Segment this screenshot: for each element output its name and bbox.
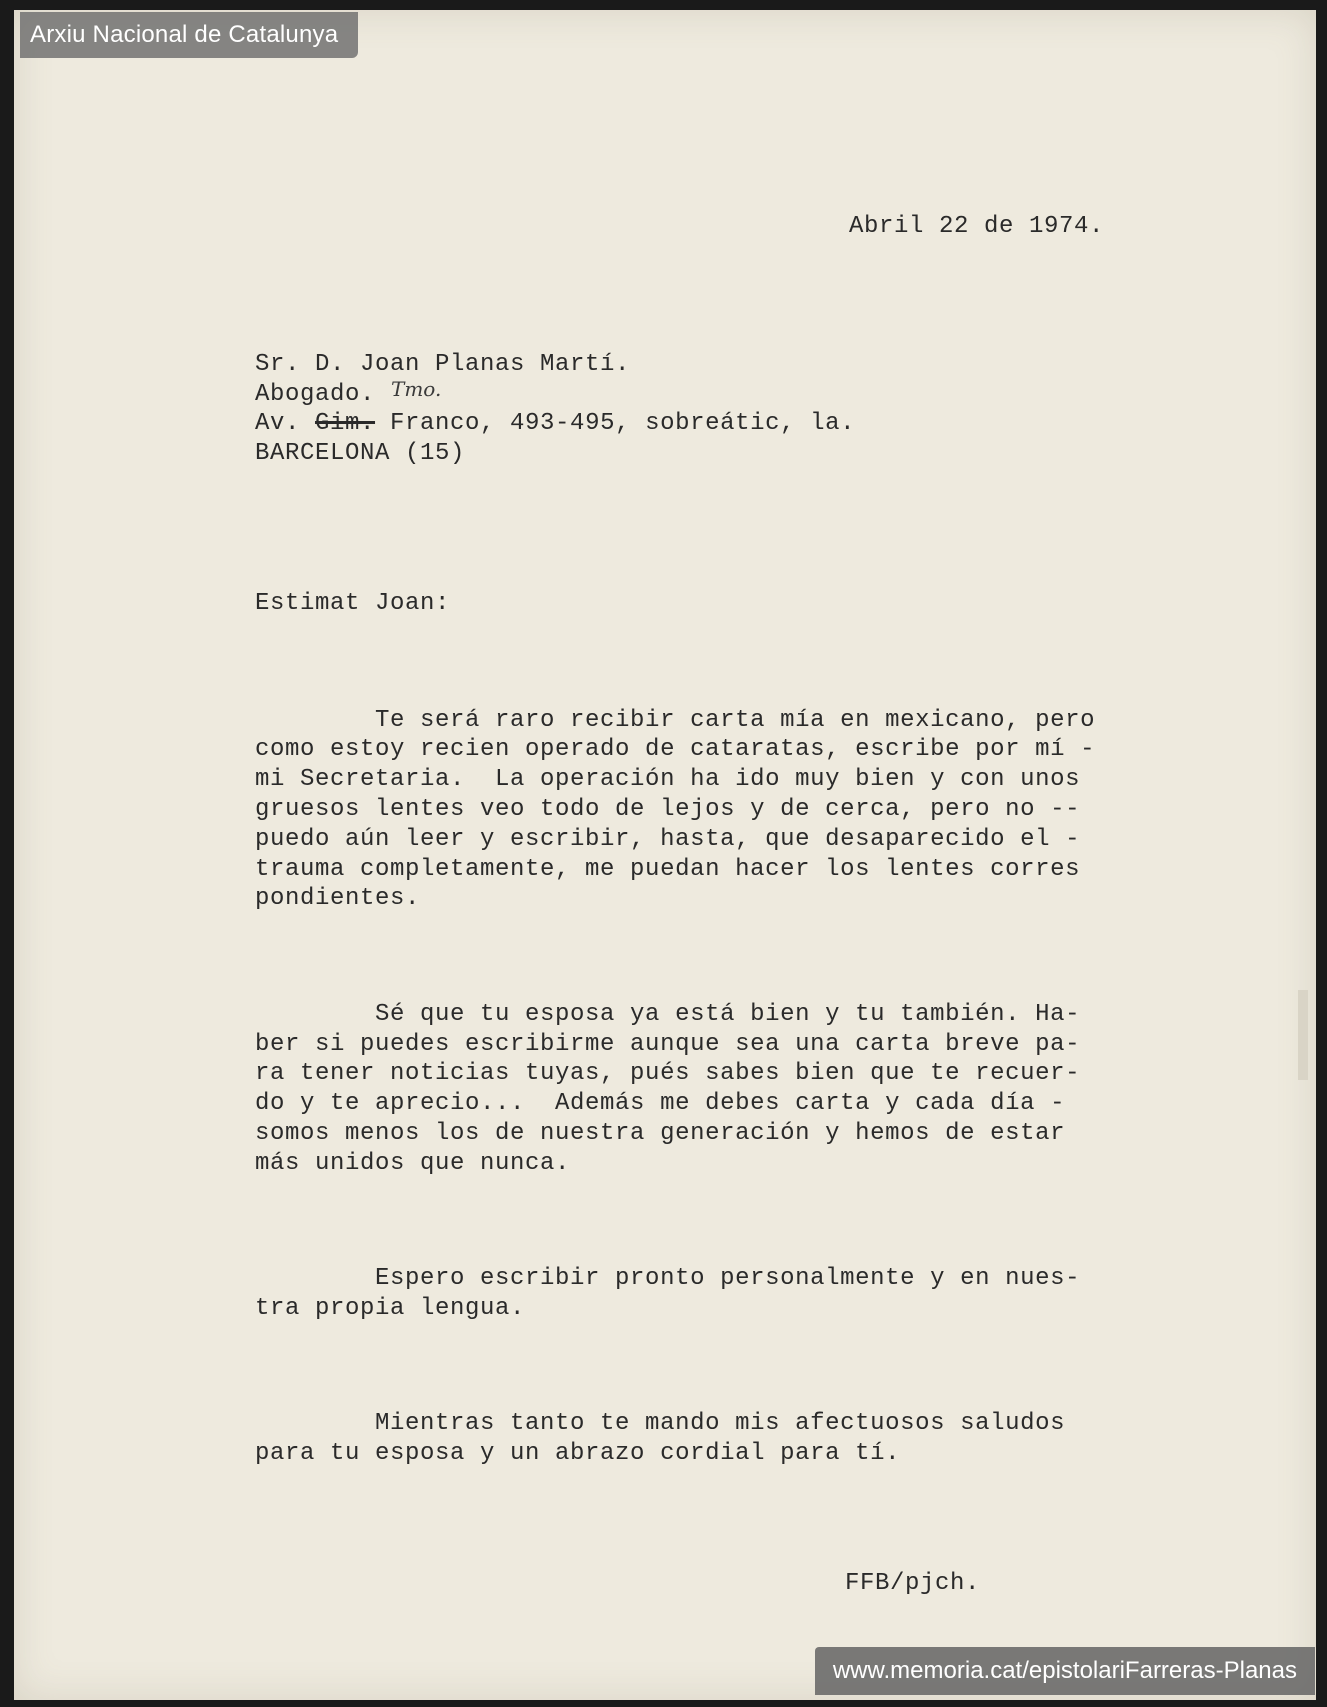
letter-body bbox=[255, 646, 1095, 1555]
salutation: Estimat Joan: bbox=[255, 590, 451, 617]
body-paragraph: Espero escribir pronto personalmente y en nues- tra propia lengua. bbox=[255, 1265, 1081, 1322]
recipient-address bbox=[255, 350, 855, 468]
address-line-city: BARCELONA (15) bbox=[255, 439, 466, 467]
street-rest: Franco, 493-495, sobreátic, la. bbox=[375, 410, 856, 437]
letter-sheet bbox=[14, 10, 1316, 1700]
typist-initials: FFB/pjch. bbox=[845, 1570, 981, 1597]
struck-abbreviation: Gim. bbox=[315, 410, 376, 437]
address-line-name: Sr. D. Joan Planas Martí. bbox=[255, 351, 631, 378]
body-paragraph: Sé que tu esposa ya está bien y tu también. Ha- ber si puedes escribirme aunque sea una carta breve pa- ra tener noticias tuyas, pués sabes bien que te recuer- do y te aprecio... Además me debes carta y cada día - somos menos los de nuestra generación y hemos de estar más unidos que nunca. bbox=[255, 1000, 1081, 1177]
handwritten-correction: Tmo. bbox=[391, 377, 442, 401]
address-line-street bbox=[255, 410, 855, 437]
letter-date: Abril 22 de 1974. bbox=[849, 213, 1105, 240]
address-line-title: Abogado. bbox=[255, 380, 376, 408]
archive-url[interactable]: www.memoria.cat/epistolariFarreras-Planas bbox=[815, 1647, 1315, 1695]
archive-label: Arxiu Nacional de Catalunya bbox=[20, 12, 358, 58]
body-paragraph: Mientras tanto te mando mis afectuosos saludos para tu esposa y un abrazo cordial para tí. bbox=[255, 1410, 1066, 1468]
street-prefix: Av. bbox=[255, 410, 316, 437]
body-paragraph: Te será raro recibir carta mía en mexicano, pero como estoy recien operado de cataratas, escribe por mí - mi Secretaria. La operación ha ido muy bien y con unos gruesos lentes veo todo de lejos y de cerca, pero no -- puedo aún leer y escribir, hasta, que desaparecido el - trauma completamente, me puedan hacer los lentes corres pondientes. bbox=[255, 706, 1096, 913]
paper-fold-mark bbox=[1298, 990, 1308, 1080]
